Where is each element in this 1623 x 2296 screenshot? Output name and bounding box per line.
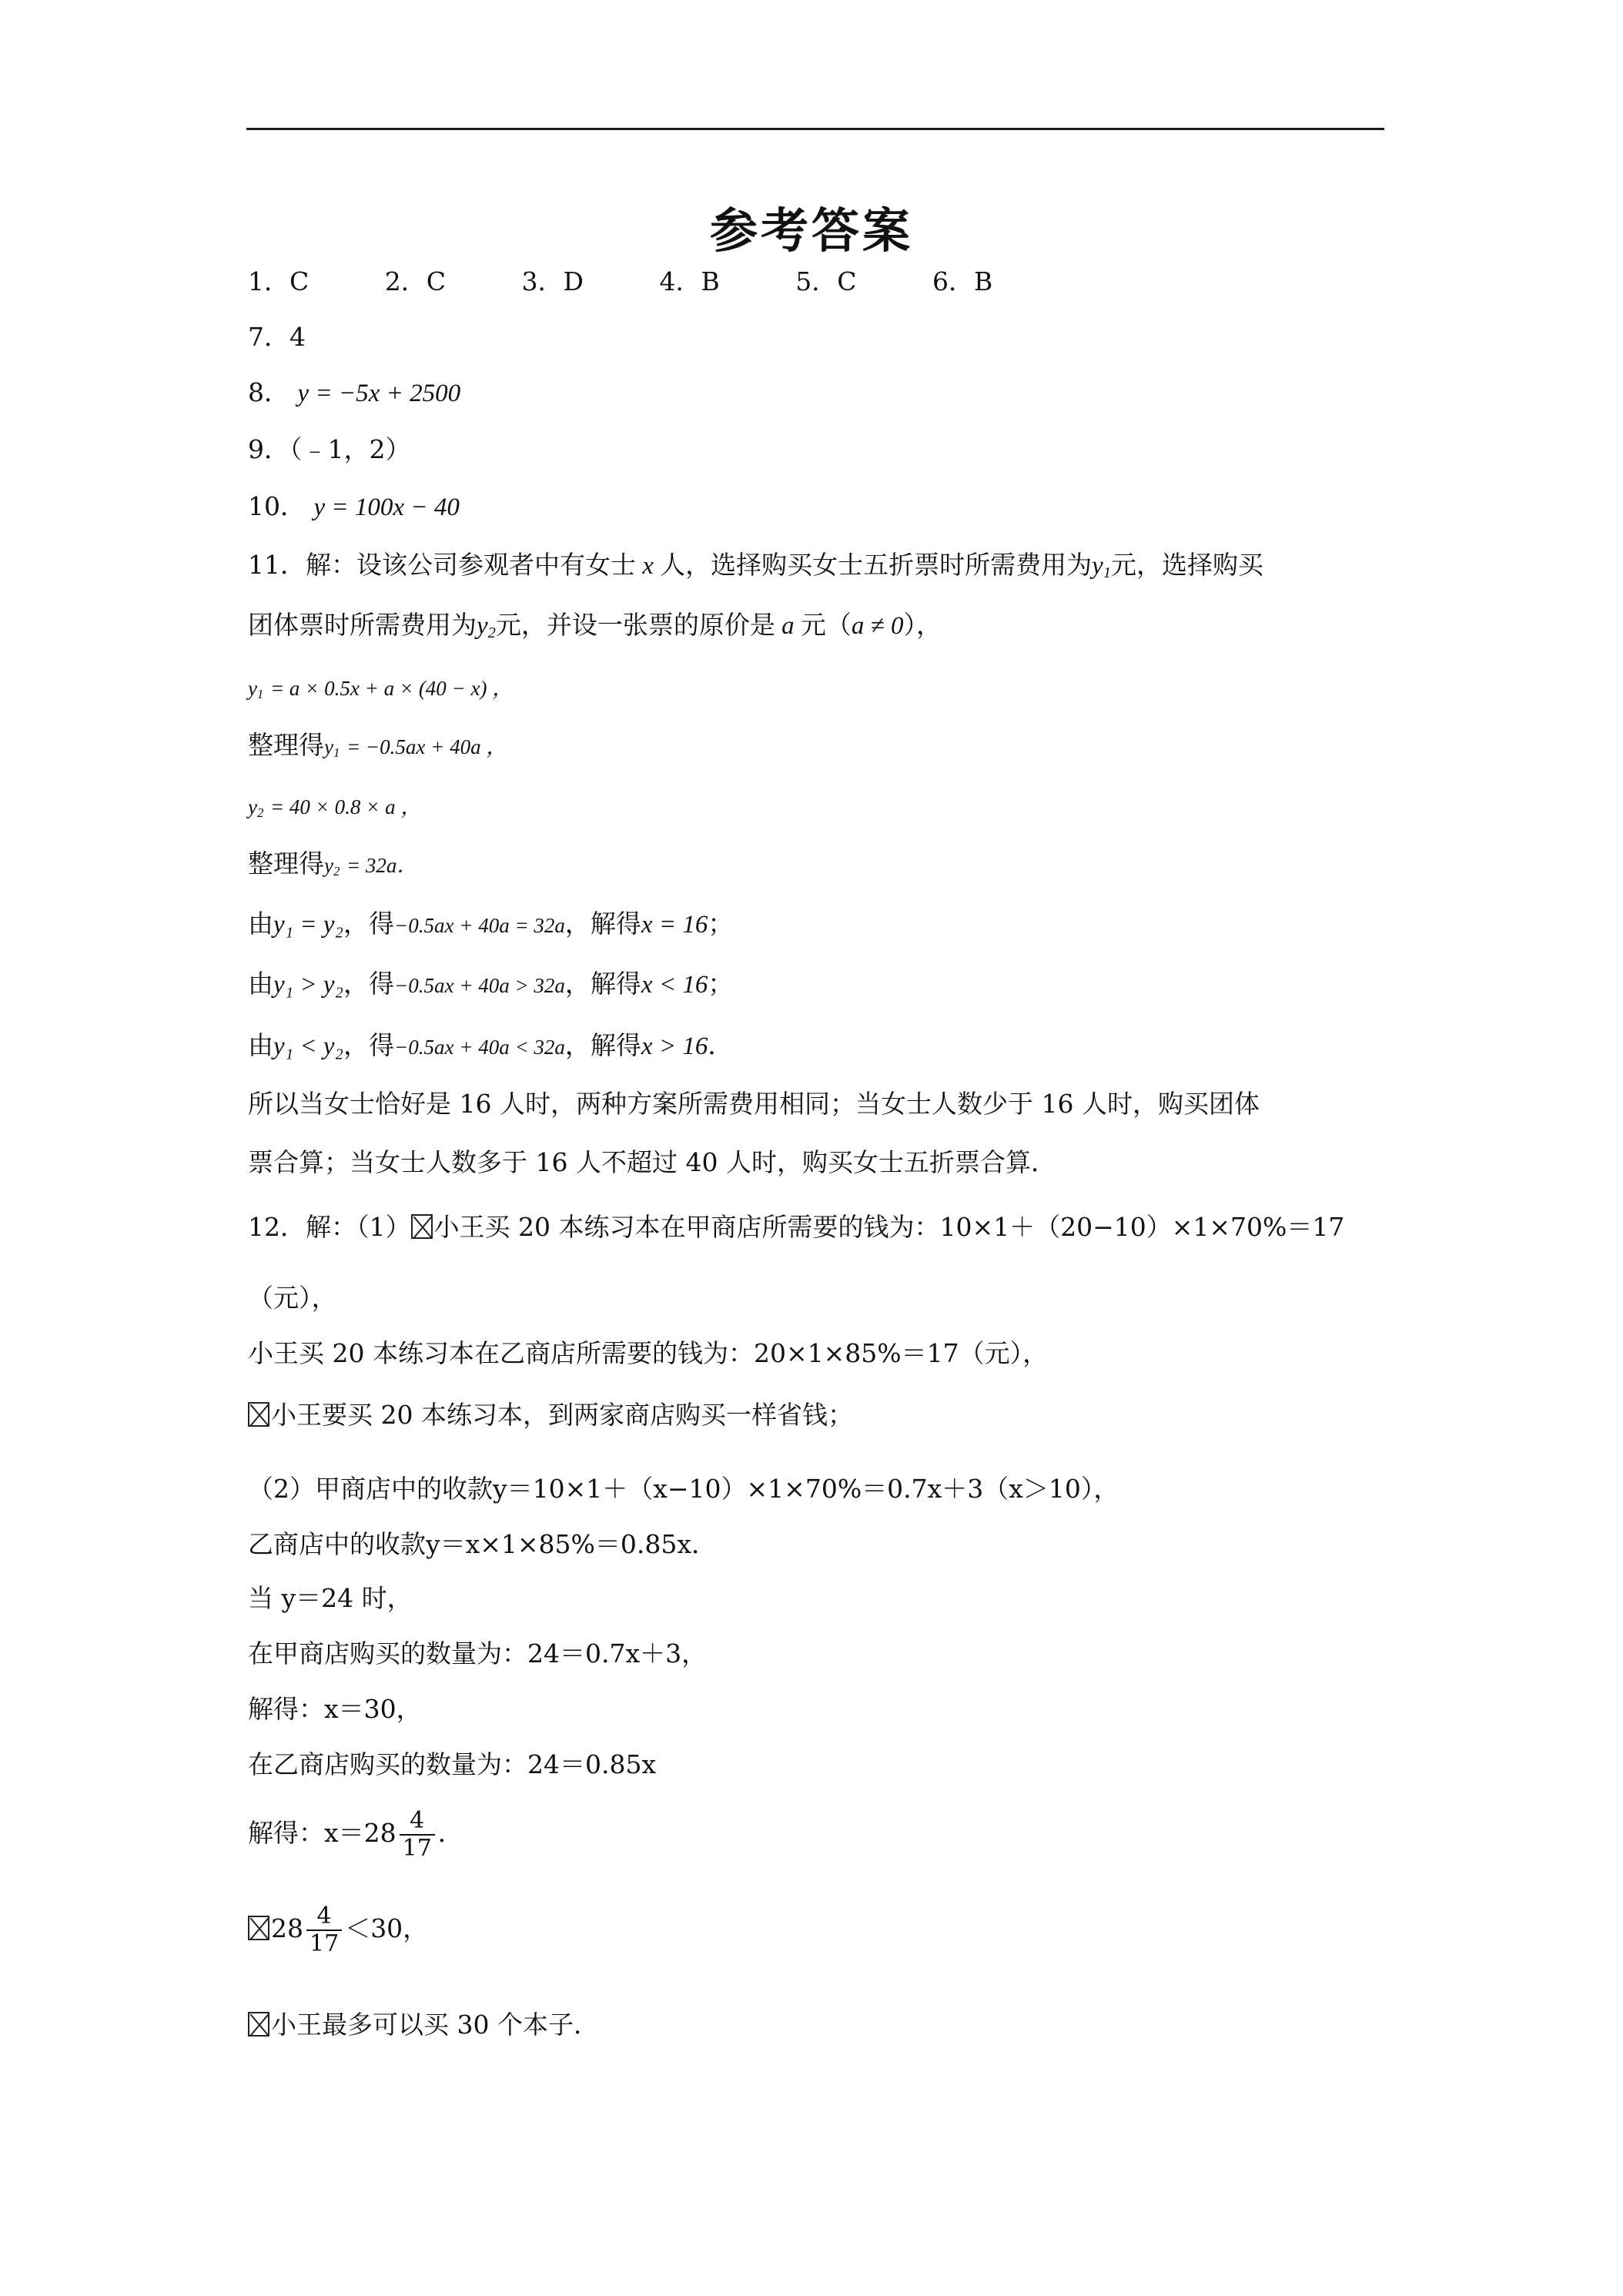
answer-2: 2．C	[384, 266, 446, 296]
q11-simplify-y2: 整理得$y_2 = 32a$．	[248, 848, 418, 879]
answer-9: 9．（﹣1，2）	[248, 434, 411, 464]
q12-line-8: 在甲商店购买的数量为：24＝0.7x＋3，	[248, 1638, 708, 1668]
answer-7: 7．4	[248, 322, 306, 352]
q12-line-13: 小王最多可以买 30 个本子．	[248, 2008, 599, 2042]
q11-simplify-y1: 整理得$y_1 = -0.5ax + 40a$ ，	[248, 730, 507, 761]
q11-conclusion-1: 所以当女士恰好是 16 人时，两种方案所需费用相同；当女士人数少于 16 人时，购买团体	[248, 1089, 1260, 1119]
q11-line-1: 11．解：设该公司参观者中有女士 x 人，选择购买女士五折票时所需费用为$y_1$元，选择购买	[248, 550, 1264, 582]
therefore-symbol-icon	[248, 1402, 269, 1427]
q12-line-2: （元），	[248, 1283, 337, 1313]
q12-line-3: 小王买 20 本练习本在乙商店所需要的钱为：20×1×85%＝17（元），	[248, 1338, 1049, 1368]
answer-8	[248, 376, 460, 410]
q12-line-9: 解得：x＝30，	[248, 1694, 422, 1724]
answer-4: 4．B	[659, 266, 720, 296]
therefore-symbol-icon	[411, 1214, 433, 1239]
q11-case-equal: 由y₁ = y₂，得−0.5ax + 40a = 32a，解得x = 16；	[248, 909, 734, 939]
therefore-symbol-icon	[248, 2012, 269, 2037]
q11-line-2: 团体票时所需费用为$y_2$元，并设一张票的原价是 a 元（a ≠ 0），	[248, 610, 942, 642]
therefore-symbol-icon	[248, 1916, 269, 1940]
answer-6: 6．B	[932, 266, 993, 296]
fraction: $\frac{4}{17}$	[400, 1808, 435, 1862]
q12-line-5: （2）甲商店中的收款y＝10×1＋（x−10）×1×70%＝0.7x＋3（x＞10），	[248, 1474, 1119, 1504]
q12-line-1: 12．解：（1） 小王买 20 本练习本在甲商店所需要的钱为：10×1＋（20−10）×1×70%＝17	[248, 1212, 1345, 1242]
answer-10-formula: y = 100x − 40	[313, 494, 460, 521]
page-title: 参考答案	[709, 202, 913, 259]
answer-10-number: 10．	[248, 491, 306, 521]
q12-line-7: 当 y＝24 时，	[248, 1583, 413, 1613]
q11-case-greater: 由y₁ > y₂，得−0.5ax + 40a > 32a，解得x < 16；	[248, 969, 734, 999]
q12-line-11: 解得：x＝28 $\frac{4}{17}$ ．	[248, 1807, 463, 1862]
q11-case-less: 由y₁ < y₂，得−0.5ax + 40a < 32a，解得x > 16．	[248, 1030, 734, 1060]
q11-equation-y2: $y_2 = 40 \times 0.8 \times a$ ，	[248, 795, 422, 821]
q12-line-12: 28 $\frac{4}{17}$ ＜30，	[248, 1903, 428, 1957]
mc-answers	[248, 265, 992, 299]
answer-8-number: 8．	[248, 377, 289, 407]
answer-8-formula: y = −5x + 2500	[297, 380, 461, 407]
answer-3: 3．D	[521, 266, 584, 296]
q12-line-4: 小王要买 20 本练习本，到两家商店购买一样省钱；	[248, 1398, 853, 1432]
q12-line-10: 在乙商店购买的数量为：24＝0.85x	[248, 1749, 657, 1779]
answer-1: 1．C	[248, 266, 310, 296]
fraction: $\frac{4}{17}$	[306, 1903, 342, 1957]
answer-5: 5．C	[795, 266, 857, 296]
q11-conclusion-2: 票合算；当女士人数多于 16 人不超过 40 人时，购买女士五折票合算．	[248, 1147, 1056, 1177]
q12-line-6: 乙商店中的收款y＝x×1×85%＝0.85x．	[248, 1529, 717, 1559]
q11-equation-y1: $y_1 = a \times 0.5x + a \times (40 - x)$ ，	[248, 677, 514, 702]
header-rule	[246, 128, 1384, 130]
answer-10	[248, 490, 460, 524]
